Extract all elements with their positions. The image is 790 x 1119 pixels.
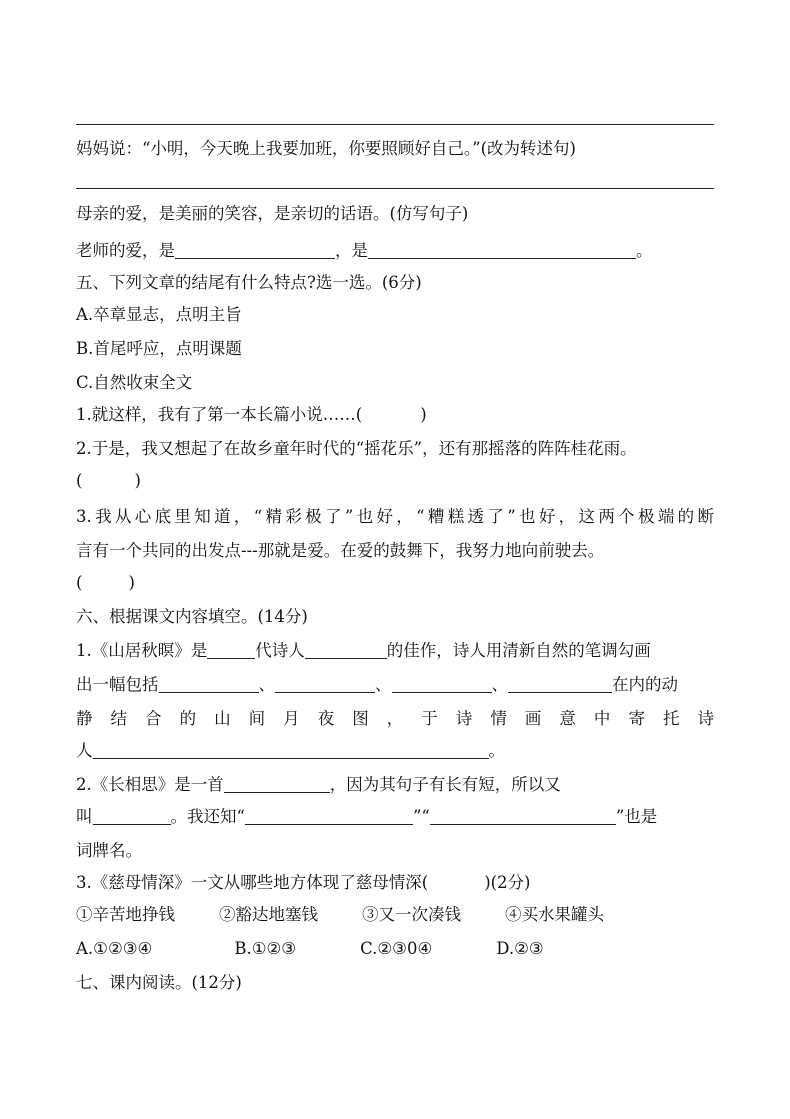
fill-blank[interactable] xyxy=(305,640,387,659)
question-text: 在内的动 xyxy=(612,675,678,694)
option-text: B.首尾呼应，点明课题 xyxy=(76,339,242,358)
question-text: 词牌名。 xyxy=(76,841,142,860)
s6-question-1-line-2 xyxy=(76,674,678,696)
question-text: 。 xyxy=(636,241,653,260)
option-text: ③又一次凑钱 xyxy=(362,905,461,924)
question-text: 3.《慈母情深》一文从哪些地方体现了慈母情深( xyxy=(76,873,429,892)
fill-blank[interactable] xyxy=(175,240,335,259)
question-text: ”“ xyxy=(412,807,430,826)
option-text: A.①②③④ xyxy=(76,939,153,958)
question-text: )(2分) xyxy=(484,873,531,892)
question-text: 代诗人 xyxy=(255,641,305,660)
option-text: A.卒章显志，点明主旨 xyxy=(76,305,242,324)
question-text: 3.我从心底里知道，“精彩极了”也好，“糟糕透了”也好，这两个极端的断 xyxy=(76,507,714,526)
heading-text: 五、下列文章的结尾有什么特点?选一选。(6分) xyxy=(76,273,422,292)
s6-question-1-line-3 xyxy=(76,708,714,730)
option-text: ④买水果罐头 xyxy=(505,905,604,924)
s5-question-1 xyxy=(76,404,427,426)
fill-blank[interactable] xyxy=(207,640,255,659)
s6-question-3 xyxy=(76,872,531,894)
question-text: ，是 xyxy=(335,241,368,260)
s6-question-1-line-1 xyxy=(76,640,651,662)
question-text: 、 xyxy=(375,675,392,694)
s4-imitation-prompt xyxy=(76,203,468,225)
option-c xyxy=(76,372,192,394)
question-text: 人 xyxy=(76,741,93,760)
s6-question-2-line-3 xyxy=(76,840,142,862)
question-text: 1.《山居秋暝》是 xyxy=(76,641,208,660)
question-text: 叫 xyxy=(76,807,93,826)
fill-blank[interactable] xyxy=(368,240,636,259)
question-text: ) xyxy=(134,471,141,490)
option-text: B.①②③ xyxy=(234,939,297,958)
question-text: 老师的爱，是 xyxy=(76,241,175,260)
fill-blank[interactable] xyxy=(224,774,330,793)
section-5-title xyxy=(76,272,422,294)
s6-question-2-line-1 xyxy=(76,774,561,796)
option-text: D.②③ xyxy=(496,939,544,958)
question-text: 、 xyxy=(258,675,275,694)
option-text: C.②③0④ xyxy=(360,939,433,958)
answer-rule-1 xyxy=(76,124,714,125)
s5-question-2-answer xyxy=(76,470,141,492)
s5-question-2 xyxy=(76,438,637,460)
fill-blank[interactable] xyxy=(392,674,492,693)
question-text: 2.《长相思》是一首 xyxy=(76,775,224,794)
question-text: 母亲的爱，是美丽的笑容，是亲切的话语。(仿写句子) xyxy=(76,204,469,223)
s5-question-3-answer xyxy=(76,572,135,594)
s6-question-1-line-4 xyxy=(76,740,505,762)
question-text: 2.于是，我又想起了在故乡童年时代的“摇花乐”，还有那摇落的阵阵桂花雨。 xyxy=(76,439,637,458)
section-6-title xyxy=(76,606,308,628)
s5-question-3-line-1 xyxy=(76,506,714,528)
question-text: 出一幅包括 xyxy=(76,675,159,694)
question-text: ，因为其句子有长有短，所以又 xyxy=(329,775,561,794)
fill-blank[interactable] xyxy=(275,674,375,693)
question-text: 1.就这样，我有了第一本长篇小说……( xyxy=(76,405,363,424)
question-text: 、 xyxy=(491,675,508,694)
fill-blank[interactable] xyxy=(93,806,171,825)
question-text: 。我还知“ xyxy=(170,807,245,826)
fill-blank[interactable] xyxy=(430,806,616,825)
question-text: ) xyxy=(420,405,427,424)
question-text: ”也是 xyxy=(615,807,658,826)
question-text: 的佳作，诗人用清新自然的笔调勾画 xyxy=(386,641,651,660)
question-text: 静结合的山间月夜图，于诗情画意中寄托诗 xyxy=(76,709,714,728)
fill-blank[interactable] xyxy=(508,674,612,693)
fill-blank[interactable] xyxy=(93,740,489,759)
s6-question-2-line-2 xyxy=(76,806,657,828)
s6-question-3-answers xyxy=(76,938,544,960)
option-a xyxy=(76,304,242,326)
fill-blank[interactable] xyxy=(245,806,413,825)
question-text: 言有一个共同的出发点---那就是爱。在爱的鼓舞下，我努力地向前驶去。 xyxy=(76,541,605,560)
section-7-title xyxy=(76,972,242,994)
option-text: ②豁达地塞钱 xyxy=(219,905,318,924)
s4-reported-speech-question xyxy=(76,138,576,160)
option-b xyxy=(76,338,242,360)
answer-rule-2 xyxy=(76,188,714,189)
question-text: ( xyxy=(76,471,83,490)
s4-imitation-answer-line xyxy=(76,240,653,262)
option-text: ①辛苦地挣钱 xyxy=(76,905,175,924)
fill-blank[interactable] xyxy=(159,674,259,693)
option-text: C.自然收束全文 xyxy=(76,373,193,392)
question-text: ) xyxy=(128,573,135,592)
heading-text: 六、根据课文内容填空。(14分) xyxy=(76,607,308,626)
question-text: 。 xyxy=(488,741,505,760)
s6-question-3-items xyxy=(76,904,604,926)
question-text: ( xyxy=(76,573,83,592)
question-text: 妈妈说：“小明，今天晚上我要加班，你要照顾好自己。”(改为转述句) xyxy=(76,139,576,158)
s5-question-3-line-2 xyxy=(76,540,604,562)
heading-text: 七、课内阅读。(12分) xyxy=(76,973,242,992)
